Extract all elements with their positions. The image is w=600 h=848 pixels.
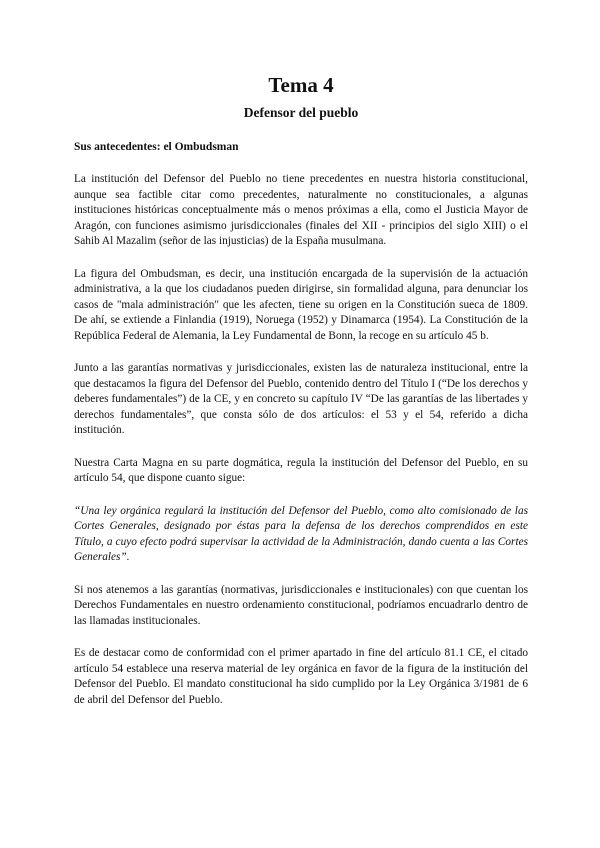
document-subtitle: Defensor del pueblo <box>243 105 359 120</box>
document-page <box>74 72 528 708</box>
paragraph-encuadre: Si nos atenemos a las garantías (normativas, jurisdiccionales e institucionales) con que cuentan los Derechos Fundamentales en nuestro ordenamiento constitucional, podríamos encuadrarlo dentro de las llamadas institucionales. <box>74 583 528 627</box>
section-heading: Sus antecedentes: el Ombudsman <box>74 141 239 153</box>
paragraph-carta-magna: Nuestra Carta Magna en su parte dogmática, regula la institución del Defensor del Pueblo, en su artículo 54, que dispone cuanto sigue: <box>74 456 528 484</box>
paragraph-ley-organica: Es de destacar como de conformidad con el primer apartado in fine del artículo 81.1 CE, el citado artículo 54 establece una reserva material de ley orgánica en favor de la figura de la institución del Defensor del Pueblo. El mandato constitucional ha sido cumplido por la Ley Orgánica 3/1981 de 6 de abril del Defensor del Pueblo. <box>74 647 528 706</box>
paragraph-antecedentes: La institución del Defensor del Pueblo no tiene precedentes en nuestra historia constitucional, aunque sea factible citar como precedentes, naturalmente no constitucionales, a algunas instituciones históricas conceptualmente más o menos próximas a ella, como el Justicia Mayor de Aragón, con funciones asimismo jurisdiccionales (finales del XII - principios del siglo XIII) o el Sahib Al Mazalim (señor de las injusticias) de la España musulmana. <box>74 173 528 247</box>
paragraph-ombudsman: La figura del Ombudsman, es decir, una institución encargada de la supervisión de la actuación administrativa, a la que los ciudadanos pueden dirigirse, sin formalidad alguna, para denunciar los casos de "mala administración" que les afecten, tiene su origen en la Constitución sueca de 1809. De ahí, se extiende a Finlandia (1919), Noruega (1952) y Dinamarca (1954). La Constitución de la República Federal de Alemania, la Ley Fundamental de Bonn, la recoge en su artículo 45 b. <box>74 267 528 342</box>
document-title: Tema 4 <box>268 73 334 97</box>
article-54-quote: “Una ley orgánica regulará la institución del Defensor del Pueblo, como alto comisionado de las Cortes Generales, designado por éstas para la defensa de los derechos comprendidos en este Título, a cuyo efecto podrá supervisar la actividad de la Administración, dando cuenta a las Cortes Generales”. <box>74 504 528 563</box>
paragraph-garantias: Junto a las garantías normativas y jurisdiccionales, existen las de naturaleza institucional, entre la que destacamos la figura del Defensor del Pueblo, contenido dentro del Título I (“De los derechos y deberes fundamentales”) de la CE, y en concreto su capítulo IV “De las garantías de las libertades y derechos fundamentales”, que consta sólo de dos artículos: el 53 y el 54, referido a dicha institución. <box>74 362 528 436</box>
